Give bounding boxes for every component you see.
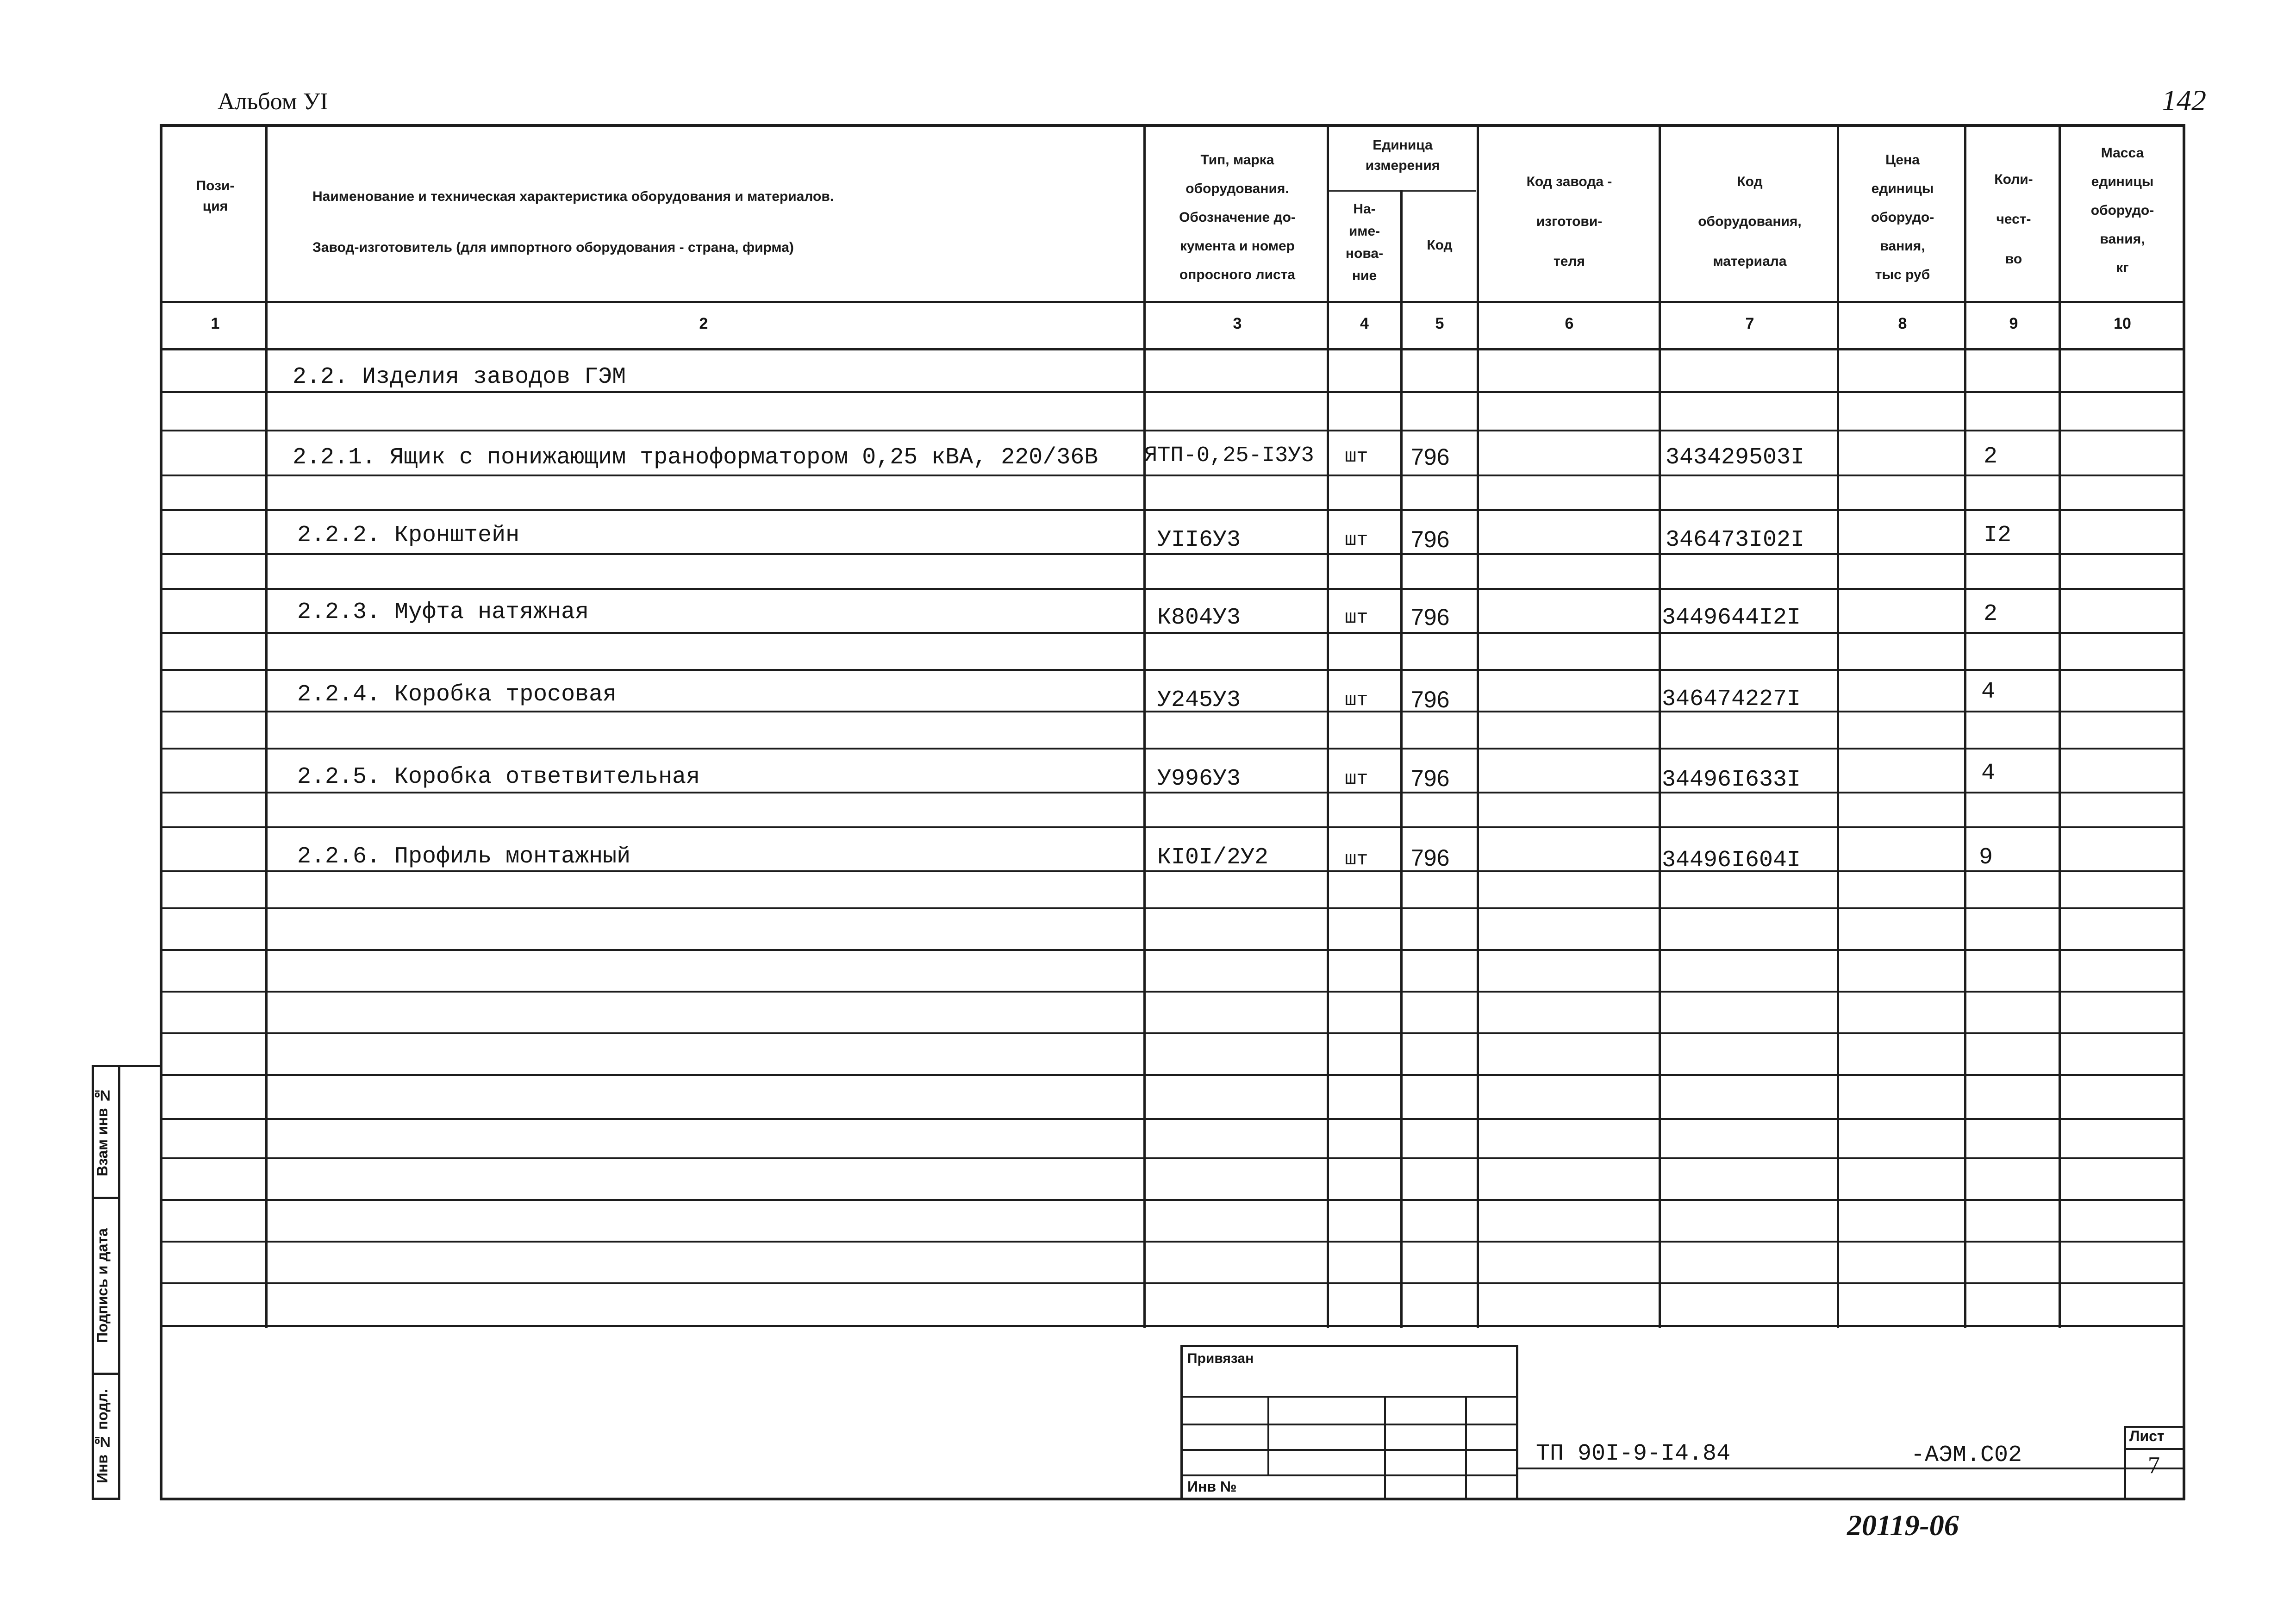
row-equipment-code: 346474227I bbox=[1662, 686, 1801, 712]
row-type: К804У3 bbox=[1157, 605, 1241, 631]
row-divider bbox=[160, 509, 2183, 511]
side-label-inv-zam: Взам инв № bbox=[94, 1087, 111, 1177]
row-divider bbox=[160, 669, 2183, 671]
row-code: 796 bbox=[1411, 604, 1450, 630]
row-name: 2.2.1. Ящик с понижающим траноформатором 0,25 кВА, 220/36В bbox=[293, 444, 1098, 471]
row-divider bbox=[160, 632, 2183, 634]
header-equipment-code: Код оборудования, материала bbox=[1698, 174, 1802, 269]
column-number-2: 2 bbox=[699, 315, 708, 332]
row-name: 2.2.6. Профиль монтажный bbox=[297, 843, 631, 870]
column-number-4: 4 bbox=[1360, 315, 1369, 332]
row-code: 796 bbox=[1411, 765, 1450, 791]
row-divider bbox=[160, 826, 2183, 828]
doc-code: ТП 90I-9-I4.84 bbox=[1536, 1441, 1731, 1467]
row-divider bbox=[160, 1241, 2183, 1243]
stamp-inv-no: Инв № bbox=[1187, 1478, 1237, 1495]
column-number-8: 8 bbox=[1898, 315, 1907, 332]
row-divider bbox=[160, 748, 2183, 750]
row-name: 2.2.3. Муфта натяжная bbox=[297, 599, 589, 625]
column-number-1: 1 bbox=[211, 315, 220, 332]
row-quantity: 4 bbox=[1981, 760, 1996, 787]
row-divider bbox=[160, 588, 2183, 590]
handwritten-page-number: 142 bbox=[2162, 84, 2206, 117]
row-divider bbox=[160, 907, 2183, 909]
album-label: Альбом УI bbox=[218, 88, 328, 115]
side-label-inv-podl: Инв № подл. bbox=[94, 1389, 111, 1484]
header-quantity: Коли- чест- во bbox=[1994, 172, 2033, 267]
doc-suffix: -АЭМ.С02 bbox=[1911, 1442, 2022, 1468]
column-number-5: 5 bbox=[1435, 315, 1444, 332]
sheet-number: 7 bbox=[2148, 1452, 2160, 1479]
column-number-7: 7 bbox=[1745, 315, 1754, 332]
row-quantity: 2 bbox=[1984, 601, 1998, 627]
header-unit-code: Код bbox=[1427, 237, 1453, 253]
row-equipment-code: 34496I604I bbox=[1662, 847, 1801, 874]
header-unit-name: На- име- нова- ние bbox=[1345, 201, 1384, 283]
row-equipment-code: 343429503I bbox=[1666, 444, 1805, 471]
row-name: 2.2.4. Коробка тросовая bbox=[297, 681, 617, 708]
row-equipment-code: 34496I633I bbox=[1662, 767, 1801, 793]
row-type: У245У3 bbox=[1157, 687, 1241, 713]
header-position: Пози- ция bbox=[196, 178, 235, 214]
column-number-3: 3 bbox=[1233, 315, 1242, 332]
row-unit: шт bbox=[1345, 445, 1368, 468]
header-type: Тип, марка оборудования. Обозначение до- кумента и номер опросного листа bbox=[1179, 152, 1296, 282]
header-unit-group: Единица измерения bbox=[1365, 137, 1440, 173]
header-price: Цена единицы оборудо- вания, тыс руб bbox=[1871, 152, 1934, 282]
row-unit: шт bbox=[1345, 689, 1368, 711]
row-divider bbox=[160, 1282, 2183, 1284]
row-quantity: 2 bbox=[1984, 443, 1998, 470]
row-quantity: 4 bbox=[1981, 679, 1996, 705]
row-code: 796 bbox=[1411, 687, 1450, 712]
row-unit: шт bbox=[1345, 848, 1368, 870]
stamp-privyazan: Привязан bbox=[1187, 1351, 1254, 1366]
column-number-10: 10 bbox=[2114, 315, 2131, 332]
row-type: КI0I/2У2 bbox=[1157, 844, 1269, 871]
row-name: 2.2.5. Коробка ответвительная bbox=[297, 764, 700, 790]
row-divider bbox=[160, 475, 2183, 476]
row-equipment-code: 346473I02I bbox=[1666, 527, 1805, 553]
row-divider bbox=[160, 1074, 2183, 1076]
header-name: Наименование и техническая характеристика оборудования и материалов. Завод-изготовитель (для импортного оборудования - страна, фирма) bbox=[312, 189, 834, 255]
row-equipment-code: 3449644I2I bbox=[1662, 605, 1801, 631]
row-quantity: I2 bbox=[1984, 522, 2012, 549]
row-divider bbox=[160, 991, 2183, 993]
handwritten-archive-number: 20119-06 bbox=[1847, 1509, 1959, 1542]
row-type: УII6У3 bbox=[1157, 527, 1241, 553]
column-number-6: 6 bbox=[1565, 315, 1574, 332]
row-unit: шт bbox=[1345, 768, 1368, 790]
row-divider bbox=[160, 391, 2183, 393]
column-number-9: 9 bbox=[2009, 315, 2018, 332]
row-type: ЯТП-0,25-I3У3 bbox=[1144, 443, 1314, 468]
row-divider bbox=[160, 1032, 2183, 1034]
row-divider bbox=[160, 1157, 2183, 1159]
row-unit: шт bbox=[1345, 529, 1368, 551]
row-divider bbox=[160, 553, 2183, 555]
row-quantity: 9 bbox=[1979, 844, 1993, 871]
header-mass: Масса единицы оборудо- вания, кг bbox=[2090, 145, 2154, 275]
header-factory-code: Код завода - изготови- теля bbox=[1526, 174, 1612, 269]
sheet-label: Лист bbox=[2129, 1428, 2165, 1444]
row-divider bbox=[160, 1118, 2183, 1120]
row-divider bbox=[160, 949, 2183, 951]
row-divider bbox=[160, 430, 2183, 431]
row-code: 796 bbox=[1411, 845, 1450, 871]
row-name: 2.2.2. Кронштейн bbox=[297, 522, 520, 549]
section-title: 2.2. Изделия заводов ГЭМ bbox=[293, 364, 626, 390]
row-code: 796 bbox=[1411, 526, 1450, 552]
row-unit: шт bbox=[1345, 606, 1368, 629]
row-type: У996У3 bbox=[1157, 766, 1241, 792]
row-code: 796 bbox=[1411, 444, 1450, 470]
row-divider bbox=[160, 1199, 2183, 1201]
side-label-sign-date: Подпись и дата bbox=[94, 1228, 111, 1343]
